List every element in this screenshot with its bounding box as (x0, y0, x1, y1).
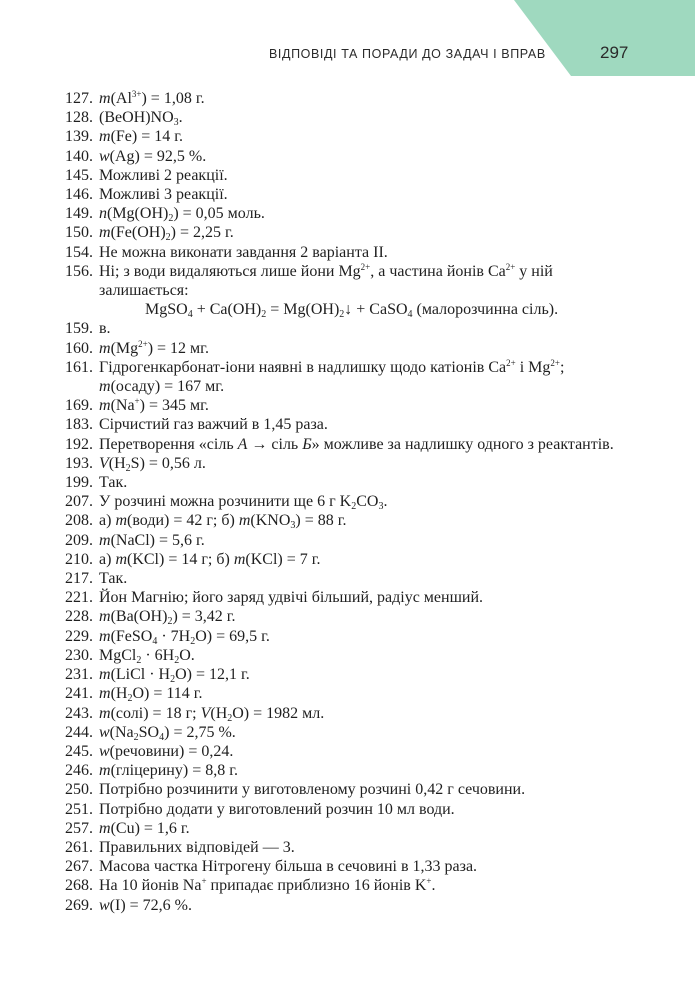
answer-item (0, 800, 695, 819)
answer-text: $w(Na_2SO_4) = 2,75$ %. (99, 723, 236, 743)
answer-item (0, 704, 695, 723)
answer-item (0, 723, 695, 742)
answer-item (0, 454, 695, 473)
answer-number: 241. (65, 685, 93, 703)
answer-number: 140. (65, 147, 93, 165)
page-number: 297 (600, 43, 629, 62)
answer-number: 229. (65, 627, 93, 645)
answer-number: 208. (65, 512, 93, 530)
answer-text: Можливі 3 реакції. (99, 186, 228, 204)
answer-item (0, 607, 695, 626)
answer-item (0, 492, 695, 511)
answer-number: 250. (65, 781, 93, 799)
reaction-equation: MgSO$_4$ + $Ca(OH)_2$ = $Mg(OH)_2↓$ + CaSO$_4$ (малорозчинна сіль). (145, 301, 559, 321)
answer-number: 145. (65, 166, 93, 184)
answer-number: 230. (65, 646, 93, 664)
answer-item (0, 838, 695, 857)
answer-text: $(BeOH)NO_3$. (99, 109, 183, 129)
answer-number: 193. (65, 454, 93, 472)
answer-number: 261. (65, 838, 93, 856)
answer-text: Не можна виконати завдання 2 варіанта II. (99, 243, 388, 261)
answers-list (0, 89, 695, 915)
answer-number: 251. (65, 800, 93, 818)
answer-text: m(Fe) = 14 г. (99, 128, 183, 146)
answer-number: 243. (65, 704, 93, 722)
running-head: ВІДПОВІДІ ТА ПОРАДИ ДО ЗАДАЧ І ВПРАВ (269, 47, 546, 61)
answer-text: $m(Al^{3+}) = 1,08$ г. (99, 89, 205, 107)
answer-text: Масова частка Нітрогену більша в сечовині в 1,33 раза. (99, 858, 478, 876)
answer-item (0, 761, 695, 780)
answer-item (0, 127, 695, 146)
answer-number: 207. (65, 493, 93, 511)
answer-number: 210. (65, 550, 93, 568)
answer-number: 231. (65, 666, 93, 684)
answer-item (0, 627, 695, 646)
answer-text: а) m(KCl) = 14 г; б) m(KCl) = 7 г. (99, 550, 321, 568)
answer-item (0, 511, 695, 530)
answer-item (0, 742, 695, 761)
answer-number: 192. (65, 435, 93, 453)
answer-text: Потрібно розчинити у виготовленому розчині 0,42 г сечовини. (99, 781, 526, 799)
answer-item (0, 876, 695, 895)
answer-item (0, 646, 695, 665)
answer-text: w(речовини) = 0,24. (99, 742, 234, 760)
answer-item (0, 665, 695, 684)
answer-item (0, 108, 695, 127)
answer-number: 267. (65, 858, 93, 876)
answer-text: Сірчистий газ важчий в 1,45 раза. (99, 416, 328, 434)
answer-item (0, 204, 695, 223)
answer-item (0, 89, 695, 108)
answer-text: w(I) = 72,6 %. (99, 896, 193, 914)
answer-number: 257. (65, 819, 93, 837)
answer-text: m(LiCl · $H_2O) = 12,1$ г. (99, 666, 250, 686)
answer-text: Можливі 2 реакції. (99, 166, 228, 184)
answer-text: Йон Магнію; його заряд удвічі більший, радіус менший. (99, 589, 484, 607)
answer-text: Так. (99, 474, 128, 492)
answer-number: 268. (65, 877, 93, 895)
answer-number: 217. (65, 570, 93, 588)
answer-item (0, 223, 695, 242)
answer-text: m(FeSO$_4$ · $7H_2O) = 69,5$ г. (99, 627, 270, 647)
answer-text: m(гліцерину) = 8,8 г. (99, 762, 238, 780)
answer-number: 154. (65, 243, 93, 261)
answer-text: $n(Mg(OH)_2) = 0,05$ моль. (99, 205, 265, 225)
answer-number: 146. (65, 186, 93, 204)
answer-item (0, 550, 695, 569)
answer-number: 246. (65, 762, 93, 780)
answer-number: 156. (65, 262, 93, 280)
answer-text: На 10 йонів Na+ припадає приблизно 16 йонів K+. (99, 876, 436, 895)
answer-number: 127. (65, 90, 93, 107)
answer-item (0, 415, 695, 434)
answer-text: Ні; з води видаляються лише йони $Mg^{2+}$, а частина йонів $Ca^{2+}$ у ній залишається: (99, 261, 553, 300)
answer-number: 128. (65, 109, 93, 127)
answer-number: 244. (65, 723, 93, 741)
answer-text: Перетворення «сіль А → сіль Б» можливе за надлишку одного з реактантів. (99, 435, 614, 453)
answer-number: 159. (65, 320, 93, 338)
answer-text: Потрібно додати у виготовлений розчин 10 мл води. (99, 800, 455, 818)
answer-item (0, 780, 695, 799)
answer-item (0, 243, 695, 262)
answer-item (0, 166, 695, 185)
answer-item (0, 358, 695, 396)
answer-item (0, 531, 695, 550)
answer-number: 245. (65, 742, 93, 760)
answer-text: MgCl$_2$ · $6H_2O$. (99, 646, 195, 666)
answer-text: $m(Mg^{2+}) = 12$ мг. (99, 338, 209, 357)
answer-text: а) m(води) = 42 г; б) $m(KNO_3) = 88$ г. (99, 512, 347, 532)
answer-text: Гідрогенкарбонат-іони наявні в надлишку щодо катіонів $Ca^{2+}$ і $Mg^{2+}$; m(осаду) = 167 мг. (99, 357, 565, 396)
answer-item (0, 262, 695, 300)
answer-text: m(NaCl) = 5,6 г. (99, 531, 205, 549)
answer-item (0, 435, 695, 454)
answer-number: 209. (65, 531, 93, 549)
answer-text: Правильних відповідей — 3. (99, 838, 295, 856)
answer-text: m(солі) = 18 г; $V(H_2O) = 1982$ мл. (99, 704, 325, 724)
answer-item (0, 896, 695, 915)
answer-text: $m(Ba(OH)_2) = 3,42$ г. (99, 608, 236, 628)
answer-number: 149. (65, 205, 93, 223)
answer-item (0, 819, 695, 838)
answer-number: 183. (65, 416, 93, 434)
answer-item (0, 684, 695, 703)
answer-text: $m(Fe(OH)_2) = 2,25$ г. (99, 224, 234, 244)
answer-text: m(Na+) = 345 мг. (99, 396, 209, 415)
corner-tab (514, 0, 695, 76)
answer-text: m(Cu) = 1,6 г. (99, 819, 190, 837)
answer-number: 150. (65, 224, 93, 242)
answer-item (0, 569, 695, 588)
answer-item (0, 339, 695, 358)
answer-item (0, 319, 695, 338)
answer-number: 169. (65, 397, 93, 415)
answer-number: 269. (65, 896, 93, 914)
answer-text: У розчині можна розчинити ще 6 г $K_2CO_3$. (99, 493, 388, 513)
answer-text: $m(H_2O) = 114$ г. (99, 685, 203, 705)
answer-text: $V(H_2S) = 0,56$ л. (99, 454, 206, 474)
answer-number: 139. (65, 128, 93, 146)
answer-number: 199. (65, 474, 93, 492)
answer-number: 161. (65, 358, 93, 376)
answer-number: 160. (65, 339, 93, 357)
answer-item (0, 588, 695, 607)
answer-text: Так. (99, 570, 128, 588)
answer-item (0, 473, 695, 492)
answer-item (0, 147, 695, 166)
answer-text: в. (99, 320, 111, 338)
answer-item (0, 185, 695, 204)
answer-number: 228. (65, 608, 93, 626)
answer-item (0, 857, 695, 876)
answer-number: 221. (65, 589, 93, 607)
answer-text: w(Ag) = 92,5 %. (99, 147, 207, 165)
answer-item (0, 396, 695, 415)
